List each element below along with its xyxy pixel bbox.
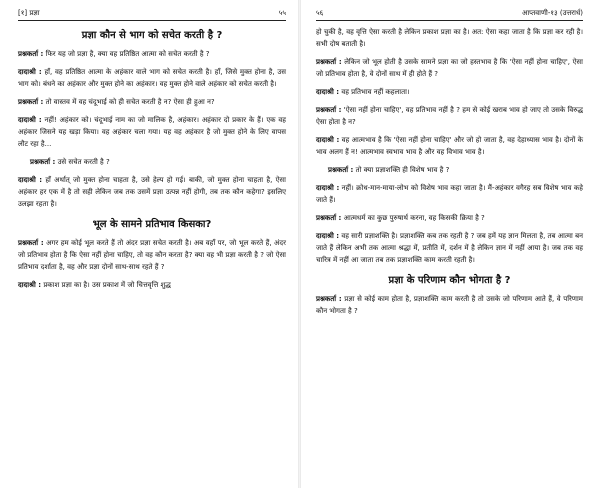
page-body xyxy=(18,29,286,291)
section-heading: भूल के सामने प्रतिभाव किसका? xyxy=(92,219,212,230)
dialogue-paragraph xyxy=(316,104,583,128)
dialogue-paragraph xyxy=(18,66,286,90)
paragraph-text: तो क्या प्रज्ञाशक्ति ही विशेष भाव है ? xyxy=(355,166,450,174)
dialogue-paragraph xyxy=(18,237,286,273)
book-title: आप्तवाणी-१३ (उत्तरार्ध) xyxy=(521,8,583,17)
speaker-label: दादाश्री : xyxy=(316,136,340,144)
page-header xyxy=(316,6,583,21)
paragraph-text: हो चुकी है, वह वृत्ति ऐसा करती है लेकिन प्रकाश प्रज्ञा का है। अत: ऐसा कहा जाता है कि प्रज्ञा कर रही है। सभी दोष बताती है। xyxy=(316,28,583,48)
paragraph-text: फिर यह जो प्रज्ञा है, क्या वह प्रतिष्ठित आत्मा को सचेत करती है ? xyxy=(45,50,210,58)
dialogue-paragraph xyxy=(316,182,583,206)
speaker-label: दादाश्री : xyxy=(316,232,340,240)
page-body xyxy=(316,26,583,317)
speaker-label: दादाश्री : xyxy=(316,88,340,96)
paragraph-text: हाँ अर्थात् जो मुक्त होना चाहता है, उसे हेल्प हो गई। बाकी, जो मुक्त होना चाहता है, ऐसा अहंकार हर एक में है तो सही लेकिन जब तक उसमें प्रज्ञा उत्पन्न नहीं होगी, तब तक कौन कहेगा? इसलिए उलझा रहता है। xyxy=(18,176,286,208)
dialogue-paragraph xyxy=(316,134,583,158)
paragraph-text: वह सारी प्रज्ञाशक्ति है। प्रज्ञाशक्ति कब तक रहती है ? जब हमें यह ज्ञान मिलता है, तब आत्मा बन जाते हैं लेकिन अभी तक आत्मा श्रद्धा में, प्रतीति में, दर्शन में है लेकिन ज्ञान में नहीं आया है। जब तक वह चारित्र में नहीं आ जाता तब तक प्रज्ञाशक्ति काम करती रहती है। xyxy=(316,232,583,264)
dialogue-paragraph xyxy=(316,293,583,317)
chapter-label: [१] प्रज्ञा xyxy=(18,8,40,17)
page-header xyxy=(18,6,286,21)
speaker-label: प्रश्नकर्ता : xyxy=(316,58,342,66)
paragraph-text: नहीं। क्रोध-मान-माया-लोभ को विशेष भाव कहा जाता है। मैं-अहंकार वगैरह सब विशेष भाव कहे जाते हैं। xyxy=(316,184,583,204)
page-number: ५६ xyxy=(316,8,324,17)
speaker-label: दादाश्री : xyxy=(18,68,42,76)
paragraph-text: लेकिन जो भूल होती है उसके सामने प्रज्ञा का जो हस्तभाव है कि 'ऐसा नहीं होना चाहिए', ऐसा जो प्रतिभाव होता है, वे दोनों साथ में ही होते हैं ? xyxy=(316,58,583,78)
paragraph-text: प्रज्ञा से कोई काम होता है, प्रज्ञाशक्ति काम करती है तो उसके जो परिणाम आते हैं, वे परिणाम कौन भोगता है ? xyxy=(316,295,583,315)
right-page xyxy=(300,0,599,488)
paragraph-text: उसे सचेत करती है ? xyxy=(57,158,110,166)
speaker-label: प्रश्नकर्ता : xyxy=(328,166,354,174)
paragraph-text: आत्मधर्म का कुछ पुरुषार्थ करना, वह किसकी क्रिया है ? xyxy=(343,214,485,222)
speaker-label: प्रश्नकर्ता : xyxy=(18,98,44,106)
paragraph-text: नहीं! अहंकार को। चंदूभाई नाम का जो मालिक है, अहंकार। अहंकार दो प्रकार के हैं। एक वह अहंकार जिसने यह खड़ा किया। वह अहंकार चला गया। यह वह अहंकार है जो मुक्त होने के लिए वापस लौट रहा है... xyxy=(18,116,286,148)
dialogue-paragraph xyxy=(316,230,583,266)
dialogue-paragraph xyxy=(18,48,286,60)
dialogue-paragraph xyxy=(316,86,583,98)
paragraph-text: हाँ, वह प्रतिष्ठित आत्मा के अहंकार वाले भाग को सचेत करती है। हाँ, जिसे मुक्त होना है, उस भाग को। बंधने का अहंकार और मुक्त होने का अहंकार। वह मुक्त होने वाले अहंकार को सचेत करती है। xyxy=(18,68,286,88)
section-heading: प्रज्ञा के परिणाम कौन भोगता है ? xyxy=(388,275,511,286)
speaker-label: दादाश्री : xyxy=(18,281,42,289)
paragraph-text: तो वास्तव में वह चंदूभाई को ही सचेत करती है न? ऐसा ही हुआ न? xyxy=(45,98,215,106)
paragraph-text: अगर हम कोई भूल करते हैं तो अंदर प्रज्ञा सचेत करती है। अब वहाँ पर, जो भूल करते हैं, अंदर जो प्रतिभाव होता है कि ऐसा नहीं होना चाहिए, तो वह कौन करता है? क्या वह भी प्रज्ञा करती है ? जो ऐसा प्रतिभाव दर्शाता है, वह और प्रज्ञा दोनों साथ-साथ रहते हैं ? xyxy=(18,239,286,271)
speaker-label: दादाश्री : xyxy=(18,176,43,184)
paragraph-text: प्रकाश प्रज्ञा का है। उस प्रकाश में जो चित्तवृत्ति शुद्ध xyxy=(43,281,171,289)
speaker-label: प्रश्नकर्ता : xyxy=(18,50,44,58)
speaker-label: प्रश्नकर्ता : xyxy=(316,295,342,303)
dialogue-paragraph xyxy=(18,114,286,150)
speaker-label: प्रश्नकर्ता : xyxy=(316,106,342,114)
speaker-label: दादाश्री : xyxy=(18,116,42,124)
paragraph-text: 'ऐसा नहीं होना चाहिए', वह प्रतिभाव नहीं है ? हम से कोई खराब भाव हो जाए तो उसके विरुद्ध ऐसा होता है न? xyxy=(316,106,583,126)
dialogue-paragraph xyxy=(316,212,583,224)
dialogue-paragraph xyxy=(316,56,583,80)
dialogue-paragraph xyxy=(18,96,286,108)
speaker-label: प्रश्नकर्ता : xyxy=(316,214,342,222)
section-heading: प्रज्ञा कौन से भाग को सचेत करती है ? xyxy=(81,30,223,41)
dialogue-paragraph xyxy=(316,26,583,50)
speaker-label: दादाश्री : xyxy=(316,184,340,192)
speaker-label: प्रश्नकर्ता : xyxy=(18,239,44,247)
page-number: ५५ xyxy=(278,8,286,17)
paragraph-text: वह आत्मभाव है कि 'ऐसा नहीं होना चाहिए' और जो हो जाता है, वह देहाध्यास भाव है। दोनों के भाव अलग हैं न! आत्मभाव स्वभाव भाव है और वह विभाव भाव है। xyxy=(316,136,583,156)
speaker-label: प्रश्नकर्ता : xyxy=(30,158,56,166)
dialogue-paragraph xyxy=(316,164,583,176)
dialogue-paragraph xyxy=(18,279,286,291)
dialogue-paragraph xyxy=(18,156,286,168)
paragraph-text: वह प्रतिभाव नहीं कहलाता। xyxy=(341,88,410,96)
dialogue-paragraph xyxy=(18,174,286,210)
